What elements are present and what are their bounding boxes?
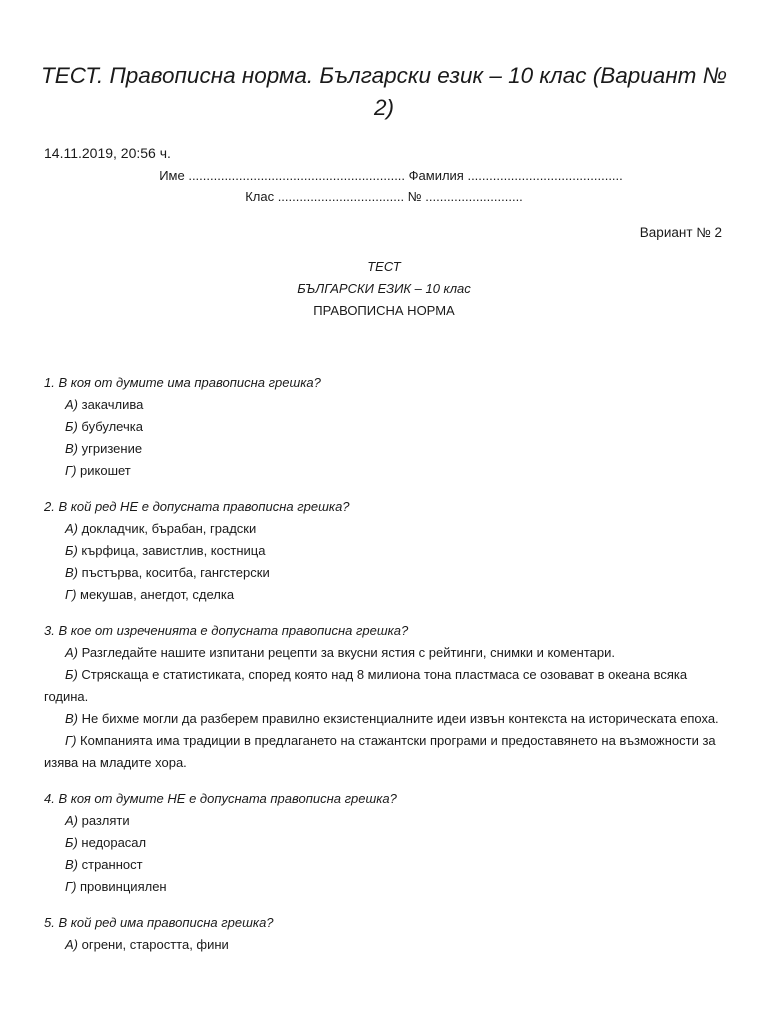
- answer-option: [44, 810, 728, 832]
- option-text: мекушав, анегдот, сделка: [76, 587, 235, 602]
- answer-option: [44, 832, 728, 854]
- questions-list: [44, 372, 728, 970]
- answer-option: [44, 730, 728, 774]
- option-letter: Б): [65, 419, 78, 434]
- topic-heading: ПРАВОПИСНА НОРМА: [313, 303, 455, 318]
- option-text: огрени, старостта, фини: [78, 937, 229, 952]
- class-number-line: Клас ................................... № ...........................: [245, 189, 523, 204]
- option-text: угризение: [78, 441, 143, 456]
- option-letter: А): [65, 813, 78, 828]
- option-letter: Г): [65, 463, 77, 478]
- answer-option: [44, 664, 728, 708]
- option-text: бубулечка: [77, 419, 143, 434]
- answer-option: [44, 562, 728, 584]
- answer-option: [44, 416, 728, 438]
- option-letter: А): [65, 937, 78, 952]
- option-text: докладчик, бърабан, градски: [78, 521, 257, 536]
- option-letter: Б): [65, 835, 78, 850]
- answer-option: [44, 876, 728, 898]
- question-1: [44, 372, 728, 482]
- option-text: Не бихме могли да разберем правилно екзистенциалните идеи извън контекста на историческата епоха.: [78, 711, 719, 726]
- question-text: 5. В кой ред има правописна грешка?: [44, 915, 274, 930]
- option-text: недорасал: [77, 835, 147, 850]
- page-title: ТЕСТ. Правописна норма. Български език – 10 клас (Вариант № 2): [40, 63, 728, 120]
- answer-option: [44, 584, 728, 606]
- name-surname-line: Име ............................................................ Фамилия ...........................................: [159, 168, 623, 183]
- option-letter: В): [65, 857, 78, 872]
- question-4: [44, 788, 728, 898]
- question-5: [44, 912, 728, 956]
- date-timestamp: 14.11.2019, 20:56 ч.: [44, 145, 171, 161]
- subject-heading: БЪЛГАРСКИ ЕЗИК – 10 клас: [297, 281, 471, 296]
- option-text: разляти: [78, 813, 130, 828]
- option-letter: В): [65, 565, 78, 580]
- option-letter: Г): [65, 587, 77, 602]
- option-text: провинциялен: [76, 879, 167, 894]
- answer-option: [44, 438, 728, 460]
- test-heading: ТЕСТ: [367, 259, 401, 274]
- answer-option: [44, 708, 728, 730]
- question-text: 2. В кой ред НЕ е допусната правописна грешка?: [44, 499, 350, 514]
- answer-option: [44, 540, 728, 562]
- answer-option: [44, 934, 728, 956]
- option-text: Разгледайте нашите изпитани рецепти за вкусни ястия с рейтинги, снимки и коментари.: [78, 645, 616, 660]
- answer-option: [44, 642, 728, 664]
- option-letter: А): [65, 397, 78, 412]
- option-letter: Г): [65, 879, 77, 894]
- option-letter: Г): [65, 733, 77, 748]
- question-text: 1. В коя от думите има правописна грешка?: [44, 375, 321, 390]
- option-text: странност: [78, 857, 143, 872]
- question-text: 3. В кое от изреченията е допусната правописна грешка?: [44, 623, 409, 638]
- question-2: [44, 496, 728, 606]
- answer-option: [44, 460, 728, 482]
- option-text: пъстърва, коситба, гангстерски: [78, 565, 270, 580]
- option-letter: Б): [65, 543, 78, 558]
- option-text: Стряскаща е статистиката, според която над 8 милиона тона пластмаса се озовават в океана всяка година.: [44, 667, 688, 704]
- answer-option: [44, 518, 728, 540]
- option-letter: А): [65, 521, 78, 536]
- option-text: кърфица, завистлив, костница: [77, 543, 266, 558]
- answer-option: [44, 394, 728, 416]
- question-3: [44, 620, 728, 774]
- option-text: рикошет: [76, 463, 131, 478]
- option-letter: Б): [65, 667, 78, 682]
- option-letter: В): [65, 711, 78, 726]
- option-text: Компанията има традиции в предлагането на стажантски програми и предоставянето на възможности за изява на младите хора.: [44, 733, 716, 770]
- variant-label: Вариант № 2: [639, 225, 722, 240]
- answer-option: [44, 854, 728, 876]
- option-letter: В): [65, 441, 78, 456]
- question-text: 4. В коя от думите НЕ е допусната правописна грешка?: [44, 791, 397, 806]
- option-text: закачлива: [78, 397, 144, 412]
- option-letter: А): [65, 645, 78, 660]
